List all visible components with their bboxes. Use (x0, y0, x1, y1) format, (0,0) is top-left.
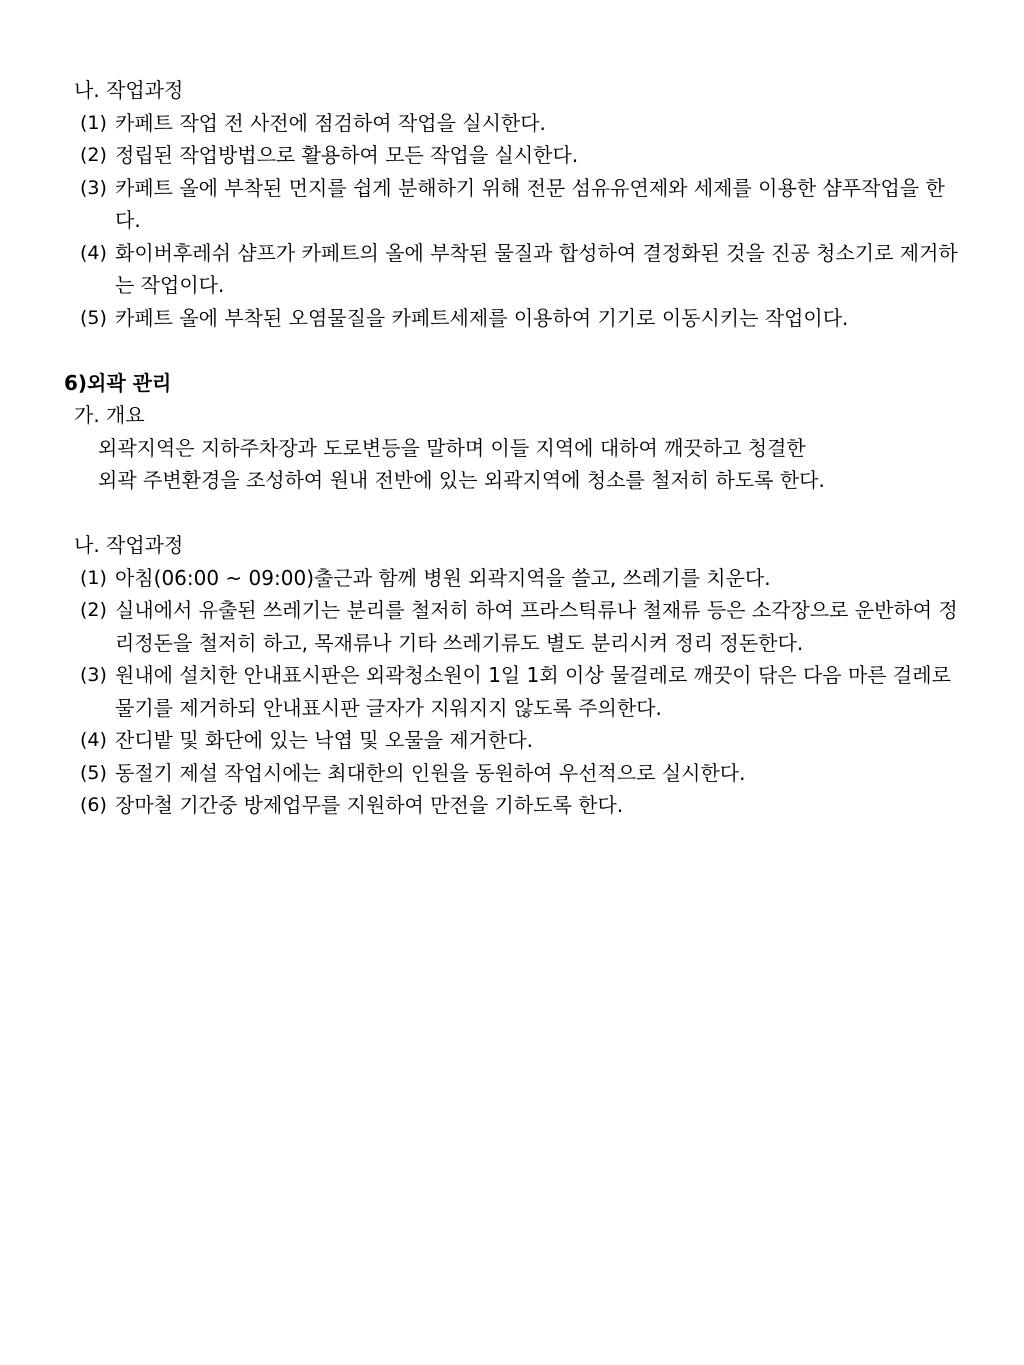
item-text: 카페트 작업 전 사전에 점검하여 작업을 실시한다. (115, 110, 546, 135)
item-text: 카페트 올에 부착된 먼지를 쉽게 분해하기 위해 전문 섬유유연제와 세제를 이용한 샴푸작업을 한다. (115, 175, 945, 232)
item-text: 원내에 설치한 안내표시판은 외곽청소원이 1일 1회 이상 물걸레로 깨끗이 닦은 다음 마른 걸레로 물기를 제거하되 안내표시판 글자가 지워지지 않도록 주의한다. (115, 663, 951, 720)
document-page (0, 74, 1024, 822)
overview-heading: 가. 개요 (74, 403, 145, 427)
item-text: 동절기 제설 작업시에는 최대한의 인원을 동원하여 우선적으로 실시한다. (115, 760, 746, 785)
list-item (0, 237, 1024, 302)
item-number: (3) (80, 176, 107, 199)
list-item (0, 562, 1024, 595)
list-item (0, 757, 1024, 790)
item-number: (2) (80, 144, 107, 166)
section-title: 6)외곽 관리 (64, 370, 172, 395)
list-item (0, 139, 1024, 172)
item-text: 아침(06:00 ~ 09:00)출근과 함께 병원 외곽지역을 쓸고, 쓰레기를 치운다. (115, 565, 771, 590)
item-number: (3) (80, 664, 107, 686)
list-item (0, 302, 1024, 335)
item-number: (4) (80, 729, 107, 751)
item-text: 카페트 올에 부착된 오염물질을 카페트세제를 이용하여 기기로 이동시키는 작업이다. (115, 305, 849, 330)
item-number: (5) (80, 761, 107, 784)
item-number: (6) (80, 794, 107, 816)
item-text: 정립된 작업방법으로 활용하여 모든 작업을 실시한다. (115, 143, 579, 167)
work-process-section-1 (0, 74, 1024, 334)
overview-paragraph (0, 432, 1024, 497)
work-process-section-2 (0, 529, 1024, 822)
overview-line: 외곽 주변환경을 조성하여 원내 전반에 있는 외곽지역에 청소를 철저히 하도록 한다. (98, 468, 825, 492)
spacer (0, 334, 1024, 367)
overview-section (0, 399, 1024, 497)
item-number: (2) (80, 599, 107, 621)
overview-line: 외곽지역은 지하주차장과 도로변등을 말하며 이들 지역에 대하여 깨끗하고 청결한 (98, 435, 806, 460)
spacer (0, 497, 1024, 530)
item-text: 실내에서 유출된 쓰레기는 분리를 철저히 하여 프라스틱류나 철재류 등은 소각장으로 운반하여 정리정돈을 철저히 하고, 목재류나 기타 쓰레기류도 별도 분리시켜 정리 정돈한다. (115, 598, 958, 655)
work-process-list-2 (0, 562, 1024, 822)
item-number: (1) (80, 566, 107, 589)
list-item (0, 724, 1024, 757)
item-text: 장마철 기간중 방제업무를 지원하여 만전을 기하도록 한다. (115, 793, 624, 817)
work-process-list-1 (0, 107, 1024, 335)
item-number: (4) (80, 241, 107, 264)
list-item (0, 789, 1024, 822)
list-item (0, 659, 1024, 724)
list-item (0, 594, 1024, 659)
item-number: (5) (80, 306, 107, 329)
item-text: 화이버후레쉬 샴프가 카페트의 올에 부착된 물질과 합성하여 결정화된 것을 진공 청소기로 제거하는 작업이다. (115, 240, 958, 297)
list-item (0, 172, 1024, 237)
list-item (0, 107, 1024, 140)
item-text: 잔디밭 및 화단에 있는 낙엽 및 오물을 제거한다. (115, 728, 533, 752)
work-process-heading-2: 나. 작업과정 (74, 533, 184, 557)
item-number: (1) (80, 111, 107, 134)
work-process-heading-1: 나. 작업과정 (74, 78, 184, 102)
